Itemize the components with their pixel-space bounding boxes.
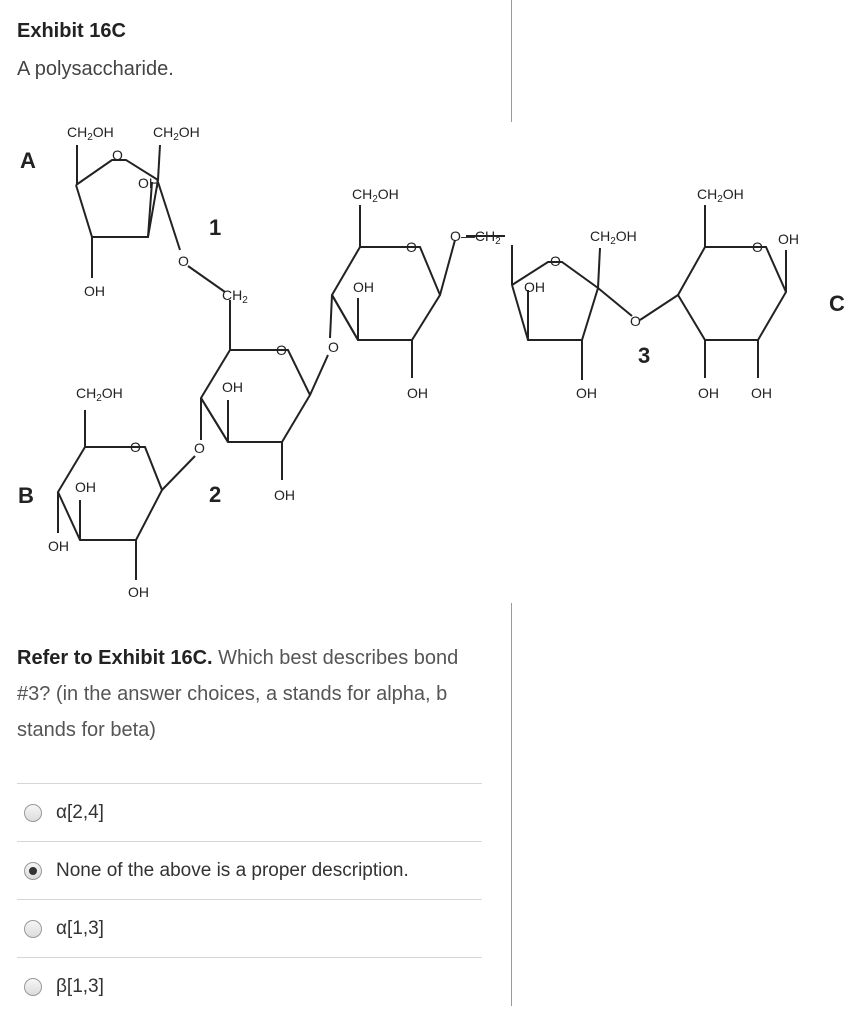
oxygen-label: O [630,313,641,329]
answer-option[interactable] [17,899,482,957]
oxygen-label: O [328,339,339,355]
hydroxyl-label: OH [75,479,96,495]
bond-number-2: 2 [209,482,222,507]
ch2oh-label: $CH_2OH$ [76,385,123,404]
answer-label: α[2,4] [56,801,104,823]
oxygen-label: O [276,342,287,358]
ch2oh-label: $CH_2OH$ [697,186,744,205]
polysaccharide-diagram [0,110,854,610]
hydroxyl-label: OH [128,584,149,600]
answer-option[interactable] [17,841,482,899]
ring-c [678,205,786,378]
ring-fructose [512,245,678,380]
ch2oh-label: $CH_2OH$ [352,186,399,205]
answer-option[interactable] [17,957,482,1015]
hydroxyl-label: OH [138,175,159,191]
ch2oh-label: $CH_2OH$ [67,124,114,143]
oxygen-label: O [406,239,417,255]
oxygen-label: O [550,253,561,269]
hydroxyl-label: OH [698,385,719,401]
ch2oh-label: $CH_2OH$ [590,228,637,247]
hydroxyl-label: OH [353,279,374,295]
oxygen-label: O [130,439,141,455]
radio-button[interactable] [24,804,42,822]
ring-a [76,145,225,292]
hydroxyl-label: OH [524,279,545,295]
label-a: A [20,148,36,173]
radio-button[interactable] [24,978,42,996]
oxygen-label: O [752,239,763,255]
hydroxyl-label: OH [274,487,295,503]
column-divider-top [511,0,512,122]
question-body: Which best describes bond #3? (in the answer choices, a stands for alpha, b stands for beta) [17,647,459,741]
hydroxyl-label: OH [751,385,772,401]
ring-b [58,410,195,580]
hydroxyl-label: OH [222,379,243,395]
answer-choices [17,783,482,1015]
answer-label: α[1,3] [56,917,104,939]
answer-label: β[1,3] [56,975,104,997]
radio-button[interactable] [24,920,42,938]
bond-number-3: 3 [638,343,651,368]
column-divider-bottom [511,603,512,1006]
question-text [17,640,467,748]
label-c: C [829,291,845,316]
hydroxyl-label: OH [407,385,428,401]
oxygen-label: O [112,147,123,163]
exhibit-title: Exhibit 16C [17,20,126,42]
ch2-label: $CH_2$ [222,287,248,306]
bond-number-1: 1 [209,215,222,240]
label-b: B [18,483,34,508]
hydroxyl-label: OH [778,231,799,247]
linkage-label: $O—CH_2$ [450,228,501,247]
hydroxyl-label: OH [576,385,597,401]
question-lead: Refer to Exhibit 16C. [17,647,213,669]
hydroxyl-label: OH [84,283,105,299]
ch2oh-label: $CH_2OH$ [153,124,200,143]
exhibit-caption: A polysaccharide. [17,58,174,80]
hydroxyl-label: OH [48,538,69,554]
oxygen-label: O [178,253,189,269]
ring-middle [201,300,328,480]
answer-option[interactable] [17,783,482,841]
oxygen-label: O [194,440,205,456]
answer-label: None of the above is a proper description. [56,859,409,881]
radio-button[interactable] [24,862,42,880]
